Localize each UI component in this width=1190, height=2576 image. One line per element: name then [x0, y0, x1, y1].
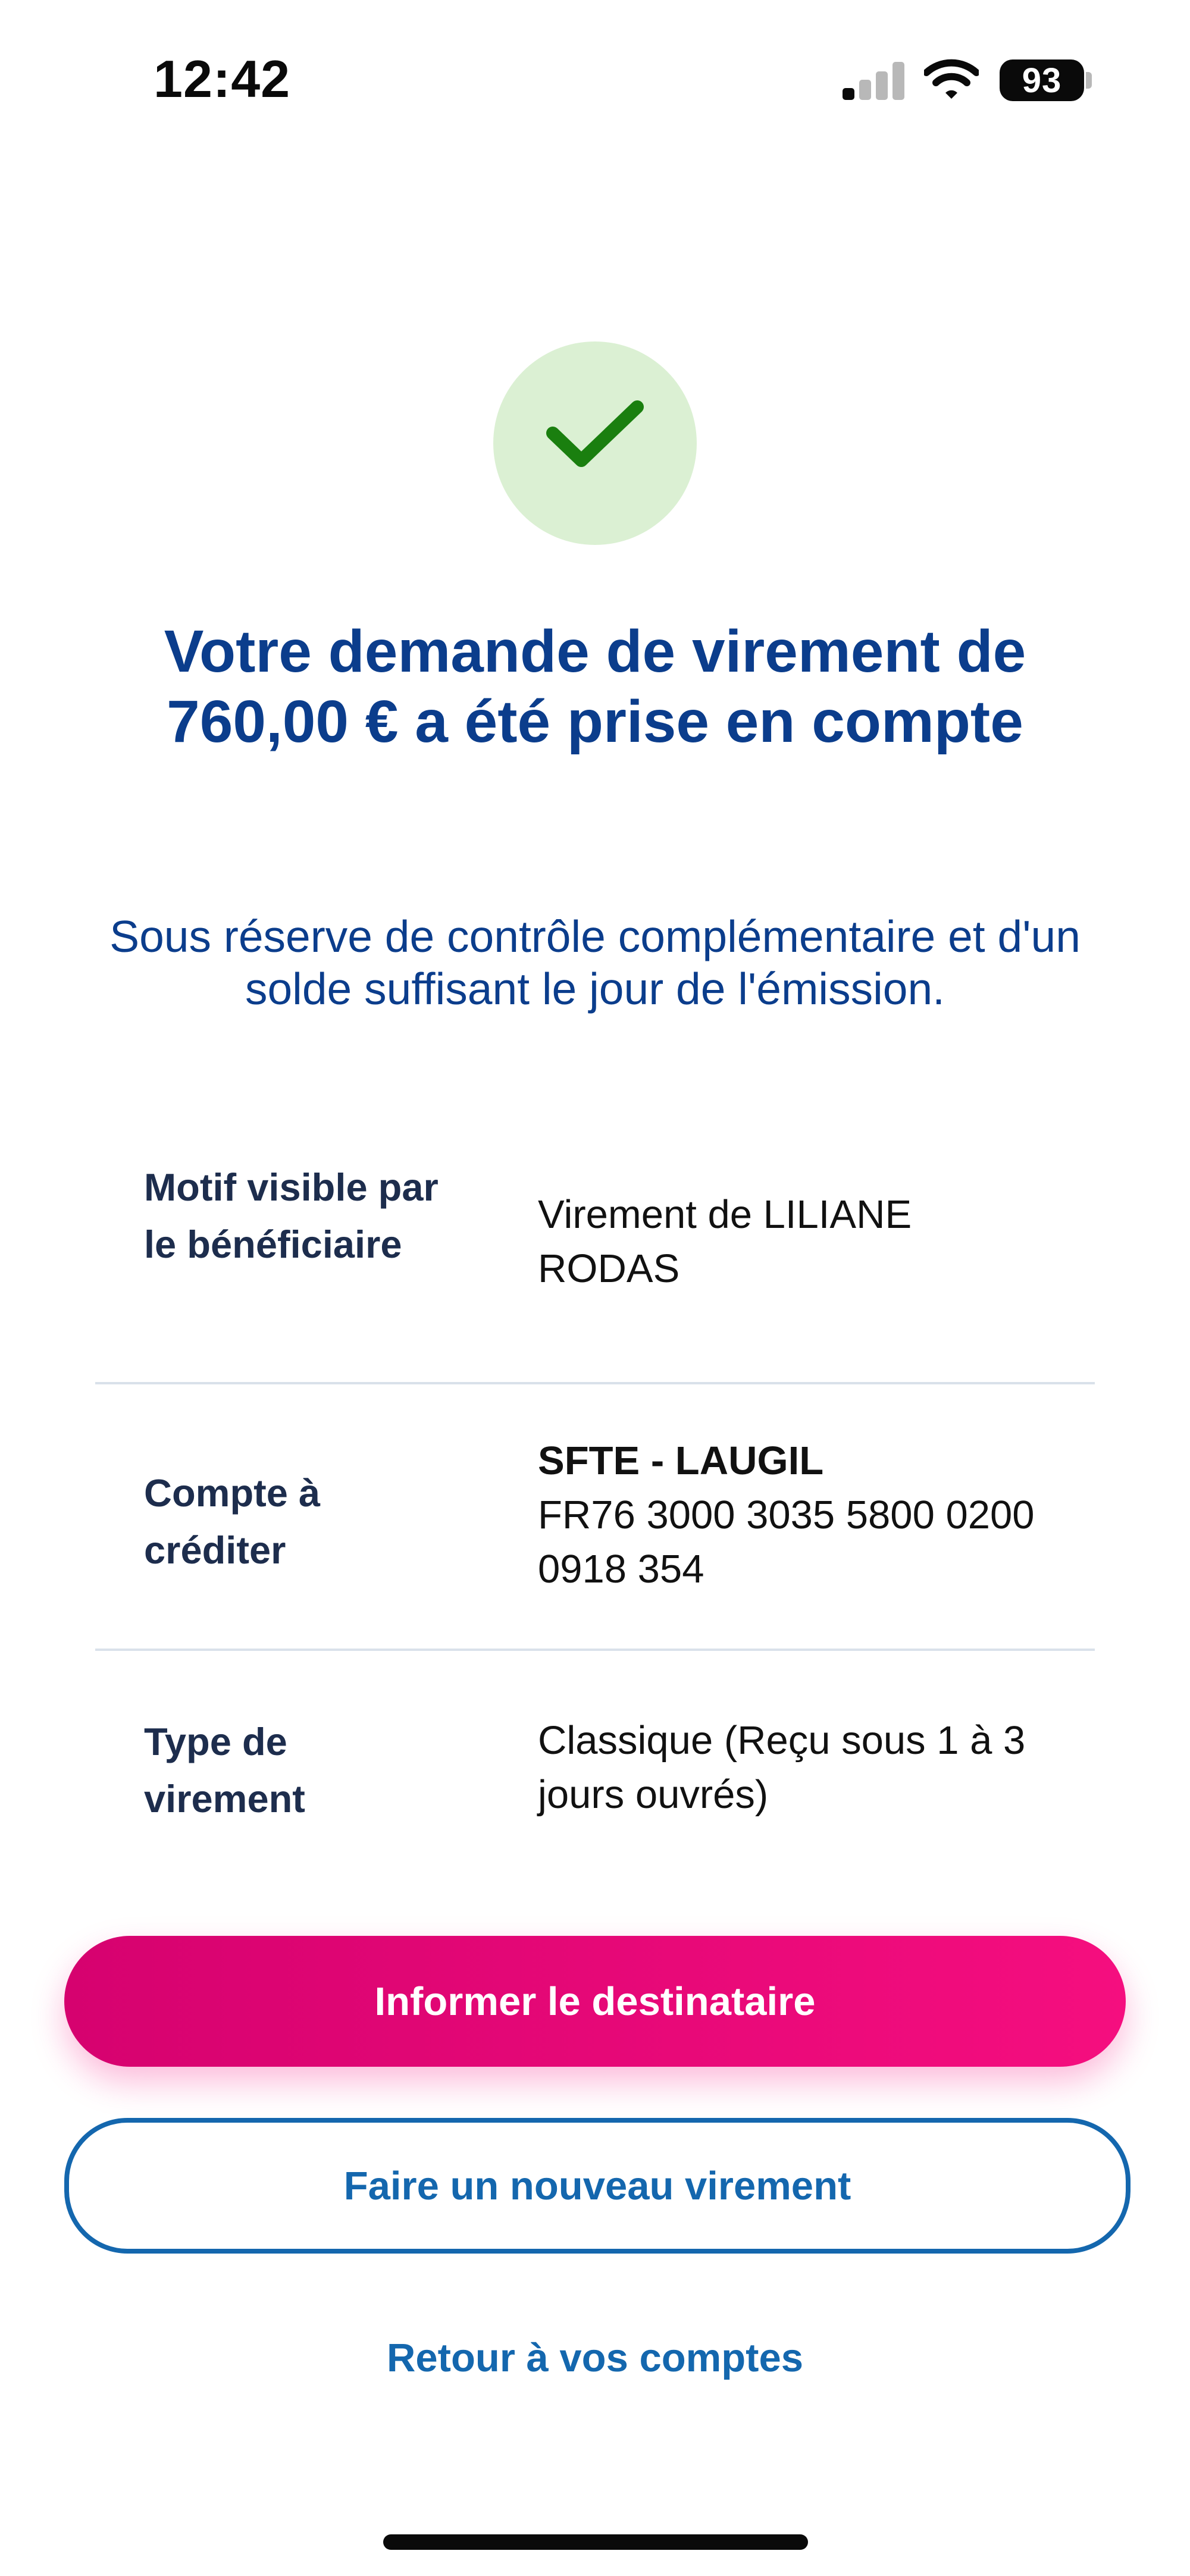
compte-value	[538, 1434, 1061, 1596]
success-badge	[493, 341, 697, 545]
detail-row-compte	[95, 1434, 1095, 1606]
divider	[95, 1649, 1095, 1651]
compte-holder-name: SFTE - LAUGIL	[538, 1439, 824, 1483]
home-indicator[interactable]	[383, 2534, 808, 2550]
status-time: 12:42	[154, 49, 291, 108]
cellular-signal-icon	[843, 62, 904, 100]
new-transfer-button[interactable]: Faire un nouveau virement	[64, 2118, 1130, 2254]
confirmation-title: Votre demande de virement de 760,00 € a été prise en compte	[164, 618, 1026, 755]
back-to-accounts-link[interactable]: Retour à vos comptes	[387, 2336, 803, 2380]
battery-icon	[1000, 59, 1084, 101]
detail-row-type	[95, 1713, 1095, 1832]
divider	[95, 1382, 1095, 1384]
checkmark-icon	[544, 397, 646, 475]
detail-row-motif	[95, 1159, 1095, 1331]
type-label: Type de virement	[144, 1720, 305, 1820]
motif-value: Virement de LILIANE RODAS	[538, 1192, 912, 1291]
compte-label: Compte à créditer	[144, 1471, 321, 1572]
inform-recipient-button[interactable]: Informer le destinataire	[64, 1936, 1126, 2067]
motif-label: Motif visible par le bénéficiaire	[144, 1165, 439, 1266]
battery-tip	[1086, 72, 1092, 89]
compte-iban: FR76 3000 3035 5800 0200 0918 354	[538, 1493, 1035, 1591]
battery-level: 93	[1022, 61, 1062, 100]
wifi-icon	[924, 57, 979, 100]
type-value: Classique (Reçu sous 1 à 3 jours ouvrés)	[538, 1718, 1026, 1817]
confirmation-subtitle: Sous réserve de contrôle complémentaire et d'un solde suffisant le jour de l'émission.	[109, 911, 1081, 1014]
